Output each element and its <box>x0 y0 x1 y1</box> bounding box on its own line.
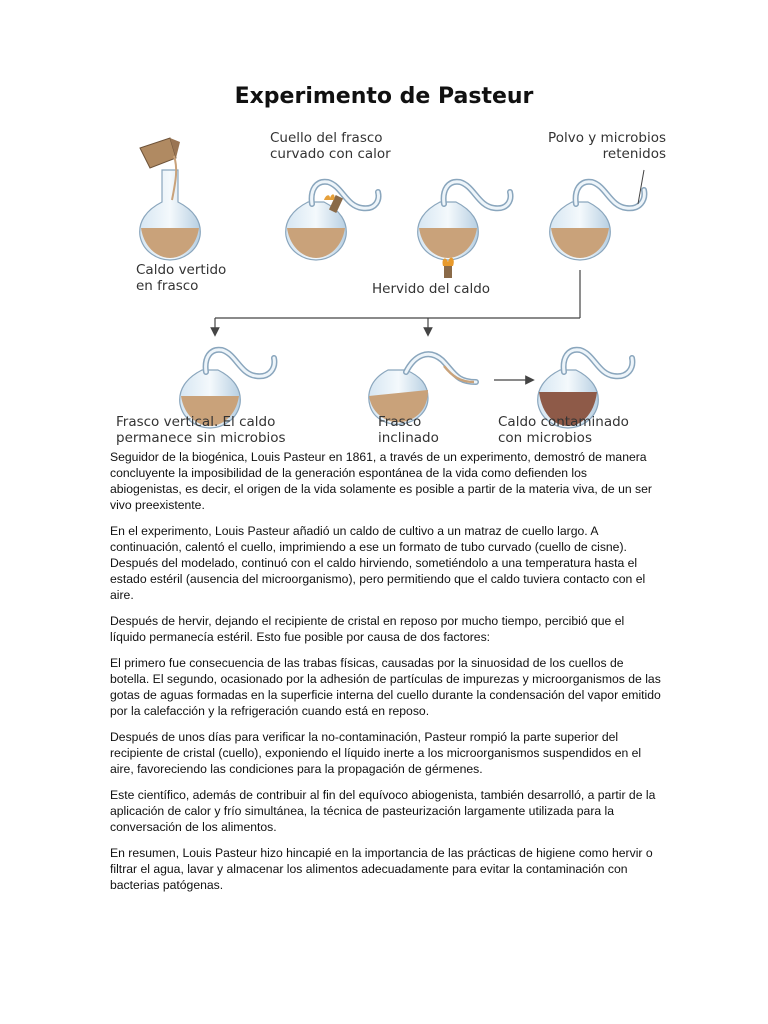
label-tilted-flask: Frasco inclinado <box>378 414 439 446</box>
broth-fill <box>141 228 199 258</box>
paragraph: El primero fue consecuencia de las trabas físicas, causadas por la sinuosidad de los cuellos de botella. El segundo, ocasionado por la adhesión de partículas de impurezas y microorganismos de las gotas de aguas formadas en la superficie interna del cuello durante la condensación del vapor emitido por la calefacción y la refrigeración cuando está en reposo. <box>110 656 661 718</box>
label-vertical-flask: Frasco vertical. El caldo permanece sin microbios <box>116 414 286 446</box>
flask-broth-poured <box>140 138 201 260</box>
label-contaminated: Caldo contaminado con microbios <box>498 414 629 446</box>
paragraph: Seguidor de la biogénica, Louis Pasteur en 1861, a través de un experimento, demostró de manera concluyente la imposibilidad de la generación espontánea de la vida como defienden los abiogenistas, es decir, el origen de la vida solamente es posible a partir de la materia viva, de un ser vivo preexistente. <box>110 450 652 512</box>
paragraph: Después de unos días para verificar la no-contaminación, Pasteur rompió la parte superior del recipiente de cristal (cuello), exponiendo el líquido inerte a los microorganismos suspendidos en el aire, favoreciendo las condiciones para la propagación de gérmenes. <box>110 730 642 776</box>
flask-dust-retained <box>550 170 645 260</box>
paragraph: En resumen, Louis Pasteur hizo hincapié en la importancia de las prácticas de higiene como hervir o filtrar el agua, lavar y almacenar los alimentos adecuadamente para evitar la contaminación con bacterias patógenas. <box>110 846 653 892</box>
beaker-icon <box>140 138 180 200</box>
label-neck-curved: Cuello del frasco curvado con calor <box>270 130 391 162</box>
broth-fill <box>419 228 477 258</box>
label-broth-boiled: Hervido del caldo <box>372 281 491 297</box>
pasteur-diagram <box>110 120 670 450</box>
paragraph: En el experimento, Louis Pasteur añadió un caldo de cultivo a un matraz de cuello largo. A continuación, calentó el cuello, imprimiendo a ese un formato de tubo curvado (cuello de cisne). Después del modelado, continuó con el caldo hirviendo, sometiéndolo a una temperatura hasta el estado estéril (ausencia del microorganismo), pero permitiendo que el caldo tuviera contacto con el aire. <box>110 524 646 602</box>
paragraph: Este científico, además de contribuir al fin del equívoco abiogenista, también desarrolló, a partir de la aplicación de calor y frío simultánea, la técnica de pasteurización largamente utilizada para la conversación de los alimentos. <box>110 788 656 834</box>
label-dust-retained: Polvo y microbios retenidos <box>548 130 666 162</box>
document-body <box>110 449 662 903</box>
broth-fill <box>287 228 345 258</box>
label-broth-poured: Caldo vertido en frasco <box>136 262 227 294</box>
flask-broth-boiled <box>418 182 511 278</box>
flask-neck-curved <box>286 182 379 260</box>
paragraph: Después de hervir, dejando el recipiente de cristal en reposo por mucho tiempo, percibió que el líquido permanecía estéril. Esto fue posible por causa de dos factores: <box>110 614 625 644</box>
flame-icon <box>443 258 454 278</box>
page-title: Experimento de Pasteur <box>234 84 534 109</box>
broth-fill <box>551 228 609 258</box>
